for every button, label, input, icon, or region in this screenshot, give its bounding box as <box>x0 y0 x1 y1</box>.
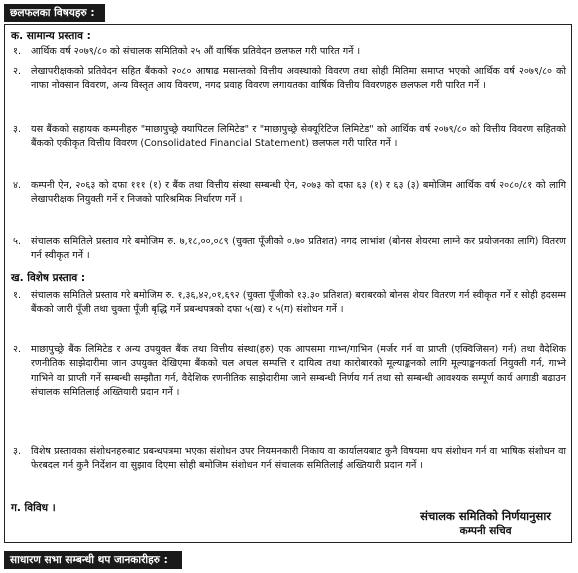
special-item-1-text: संचालक समितिले प्रस्ताव गरे बमोजिम रु. १,३६,४२,०१,६९२ (चुक्ता पूँजीको १३.३० प्रतिशत) बराबरको बोनस शेयर वितरण गर्न स्वीकृत गर्ने र सोही हदसम्म बैंकको जारी पूँजी तथा चुक्ता पूँजी बृद्धि गर्ने प्रबन्धपत्रको दफा ५(ख) र ५(ग) संशोधन गर्ने । <box>31 290 566 316</box>
special-item-3-number: ३. <box>13 446 22 457</box>
general-item-2-number: २. <box>13 66 22 77</box>
agenda-header: छलफलका विषयहरु : <box>4 4 105 22</box>
general-item-3-text: यस बैंकको सहायक कम्पनीहरु "माछापुच्छ्रे क्यापिटल लिमिटेड" र "माछापुच्छ्रे सेक्यूरिटिज लिमिटेड" को आर्थिक वर्ष २०७९/८० को वित्तीय विवरण सहितको बैंकको एकीकृत वित्तीय विवरण (Consolidated Financial Statement) छलफल गरी पारित गर्ने । <box>31 124 566 150</box>
agm-info-header: साधारण सभा सम्बन्धी थप जानकारीहरु : <box>4 551 182 569</box>
special-item-2-text: माछापुच्छ्रे बैंक लिमिटेड र अन्य उपयुक्त बैंक तथा वित्तीय संस्था(हरु) एक आपसमा गाभ्न/गाभिन (मर्जर गर्न वा प्राप्ती (एक्विजिसन) गर्न) तथा वैदेशिक रणनीतिक साझेदारीमा जान उपयुक्त देखिएमा बैंकको चल अचल सम्पत्ति र दायित्व तथा कारोबारको मूल्याङ्कनको लागि मूल्याङ्कनकर्ता नियुक्ती गर्न, गाभ्ने गाभिने वा प्राप्ती गर्ने सम्बन्धी सम्झौता गर्न, वैदेशिक रणनीतिक साझेदारीमा जाने सम्बन्धी निर्णय गर्न तथा सो सम्बन्धी आवश्यक सम्पूर्ण कार्य अगाडी बढाउन संचालक समितिलाई अख्तियारी प्रदान गर्ने । <box>31 344 566 399</box>
general-item-5-number: ५. <box>13 236 22 247</box>
signature-block <box>420 509 551 538</box>
section-general-heading: क. सामान्य प्रस्ताव : <box>11 30 91 42</box>
general-item-2-text: लेखापरीक्षकको प्रतिवेदन सहित बैंकको २०८० आषाढ मसान्तको वित्तीय अवस्थाको विवरण तथा सोही मितिमा समाप्त भएको आर्थिक वर्ष २०७९/८० को नाफा नोक्सान विवरण, अन्य विस्तृत आय विवरण, नगद प्रवाह विवरण लगायतका वार्षिक वित्तीय विवरणहरु छलफल गरी पारित गर्ने । <box>31 66 566 92</box>
section-special-heading: ख. विशेष प्रस्ताव : <box>11 272 86 284</box>
signature-company-secretary: कम्पनी सचिव <box>459 525 512 537</box>
general-item-4-text: कम्पनी ऐन, २०६३ को दफा १११ (१) र बैंक तथा वित्तीय संस्था सम्बन्धी ऐन, २०७३ को दफा ६३ (१) र ६३ (३) बमोजिम आर्थिक वर्ष २०८०/८१ को लागि लेखापरीक्षक नियुक्ती गर्ने र निजको पारिश्रमिक निर्धारण गर्ने । <box>31 180 566 206</box>
special-item-3-text: विशेष प्रस्तावका संशोधनहरुबाट प्रबन्धपत्रमा भएका संशोधन उपर नियमनकारी निकाय वा कार्यालयबाट कुनै विषयमा थप संशोधन गर्न वा भाषिक संशोधन वा फेरबदल गर्न कुनै निर्देशन वा सुझाव दिएमा सोही बमोजिम संशोधन गर्न संचालक समितिलाई अख्तियारी प्रदान गर्ने । <box>31 446 566 472</box>
signature-board-decision: संचालक समितिको निर्णयानुसार <box>420 509 551 523</box>
general-item-3-number: ३. <box>13 124 22 135</box>
general-item-5-text: संचालक समितिले प्रस्ताव गरे बमोजिम रु. ७,१८,००,०८९ (चुक्ता पूँजीको ०.७० प्रतिशत) नगद लाभांश (बोनस शेयरमा लाग्ने कर प्रयोजनका लागि) वितरण गर्न स्वीकृत गर्ने । <box>31 236 566 262</box>
general-item-1-number: १. <box>13 46 22 57</box>
agenda-frame <box>4 24 572 543</box>
general-item-4-number: ४. <box>13 180 22 191</box>
section-misc-heading: ग. विविध । <box>11 502 56 514</box>
general-item-1-text: आर्थिक वर्ष २०७९/८० को संचालक समितिको २५ औं वार्षिक प्रतिवेदन छलफल गरी पारित गर्ने । <box>31 46 361 57</box>
special-item-2-number: २. <box>13 344 22 355</box>
special-item-1-number: १. <box>13 290 22 301</box>
